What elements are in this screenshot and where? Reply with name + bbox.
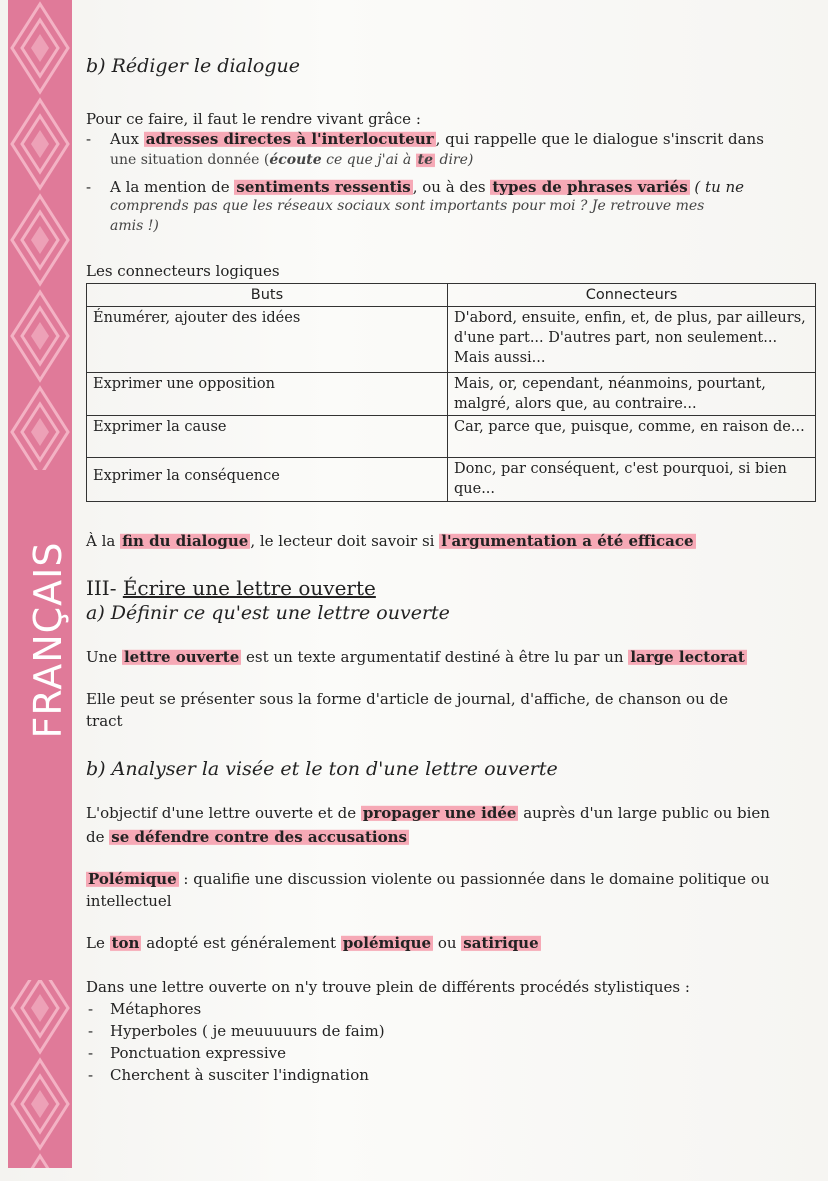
text: ce que j'ai à — [321, 152, 416, 168]
sidebar-band — [8, 0, 72, 1168]
list-item: - Ponctuation expressive — [86, 1042, 385, 1064]
part-title: Écrire une lettre ouverte — [122, 576, 376, 600]
text: dire) — [435, 152, 474, 168]
text: L'objectif d'une lettre ouverte et de — [86, 804, 361, 822]
subtitle-definir: a) Définir ce qu'est une lettre ouverte — [86, 602, 450, 624]
bullet-sentiments-line3: amis !) — [110, 218, 159, 234]
text: , qui rappelle que le dialogue s'inscrit dans — [435, 130, 764, 148]
table-row — [87, 458, 816, 502]
highlight-types-phrases: types de phrases variés — [492, 178, 688, 196]
connectors-cell: Mais, or, cependant, néanmoins, pourtant, malgré, alors que, au contraire... — [448, 373, 816, 416]
bullet-adresses: - Aux adresses directes à l'interlocuteur , qui rappelle que le dialogue s'inscrit dans — [86, 130, 764, 148]
objective-line2 — [86, 826, 409, 848]
ton-line — [86, 932, 541, 954]
table-row — [87, 373, 816, 416]
connectors-cell: Car, parce que, puisque, comme, en raison de... — [448, 416, 816, 458]
highlight-sentiments: sentiments ressentis — [236, 178, 411, 196]
highlight-propager: propager une idée — [362, 804, 517, 822]
procedes-list — [86, 998, 385, 1086]
text: ou — [433, 934, 462, 952]
highlight-polemique-term: Polémique — [88, 870, 177, 888]
part3-title — [86, 576, 376, 600]
conclusion-line — [86, 530, 696, 552]
forms-line2: tract — [86, 712, 123, 730]
procedes-intro: Dans une lettre ouverte on n'y trouve plein de différents procédés stylistiques : — [86, 978, 690, 996]
highlight-large-lectorat: large lectorat — [630, 648, 745, 666]
table-header-row — [87, 284, 816, 307]
list-item: - Métaphores — [86, 998, 385, 1020]
connectors-cell: D'abord, ensuite, enfin, et, de plus, par ailleurs, d'une part... D'autres part, non seulement... Mais aussi... — [448, 307, 816, 373]
goal-cell: Exprimer une opposition — [87, 373, 448, 416]
text: , le lecteur doit savoir si — [250, 532, 440, 550]
bullet-sentiments: - A la mention de sentiments ressentis , ou à des types de phrases variés ( tu ne — [86, 178, 745, 196]
highlight-argumentation: l'argumentation a été efficace — [441, 532, 694, 550]
highlight-adresses: adresses directes à l'interlocuteur — [145, 130, 434, 148]
highlight-te: te — [417, 152, 434, 168]
connectors-cell: Donc, par conséquent, c'est pourquoi, si bien que... — [448, 458, 816, 502]
highlight-lettre-ouverte: lettre ouverte — [123, 648, 240, 666]
goal-cell: Exprimer la conséquence — [87, 458, 448, 502]
polemique-line2: intellectuel — [86, 892, 172, 910]
highlight-ton: ton — [111, 934, 140, 952]
text: Une — [86, 648, 122, 666]
forms-line1: Elle peut se présenter sous la forme d'article de journal, d'affiche, de chanson ou de — [86, 690, 728, 708]
connectors-table — [86, 283, 816, 502]
highlight-satirique: satirique — [463, 934, 539, 952]
polemique-line1 — [86, 868, 770, 890]
text: , ou à des — [412, 178, 491, 196]
table-row — [87, 307, 816, 373]
subtitle-analyser: b) Analyser la visée et le ton d'une lettre ouverte — [86, 758, 558, 780]
bullet-adresses-line2 — [110, 152, 473, 168]
goal-cell: Exprimer la cause — [87, 416, 448, 458]
intro-text: Pour ce faire, il faut le rendre vivant grâce : — [86, 110, 421, 128]
header-buts: Buts — [87, 284, 448, 307]
subject-label: FRANÇAIS — [26, 541, 70, 739]
bold-ecoute: écoute — [269, 152, 322, 168]
highlight-fin-dialogue: fin du dialogue — [122, 532, 249, 550]
definition-line — [86, 646, 747, 668]
text: Le — [86, 934, 110, 952]
bullet-sentiments-line2: comprends pas que les réseaux sociaux sont importants pour moi ? Je retrouve mes — [110, 198, 705, 214]
text: une situation donnée ( — [110, 152, 270, 168]
text: de — [86, 828, 110, 846]
table-caption: Les connecteurs logiques — [86, 262, 280, 280]
text: : qualifie une discussion violente ou passionnée dans le domaine politique ou — [178, 870, 770, 888]
table-row — [87, 416, 816, 458]
text: est un texte argumentatif destiné à être lu par un — [241, 648, 629, 666]
text: À la — [86, 532, 121, 550]
goal-cell: Énumérer, ajouter des idées — [87, 307, 448, 373]
header-connecteurs: Connecteurs — [448, 284, 816, 307]
text: auprès d'un large public ou bien — [518, 804, 770, 822]
objective-line1 — [86, 802, 770, 824]
highlight-se-defendre: se défendre contre des accusations — [111, 828, 407, 846]
highlight-polemique: polémique — [342, 934, 432, 952]
list-item: - Cherchent à susciter l'indignation — [86, 1064, 385, 1086]
text: adopté est généralement — [141, 934, 341, 952]
text: ( tu ne — [689, 178, 745, 196]
text: Aux — [110, 130, 144, 148]
part-number: III- — [86, 576, 123, 600]
text: A la mention de — [110, 178, 235, 196]
list-item: - Hyperboles ( je meuuuuurs de faim) — [86, 1020, 385, 1042]
section-title-dialogue: b) Rédiger le dialogue — [86, 55, 301, 77]
